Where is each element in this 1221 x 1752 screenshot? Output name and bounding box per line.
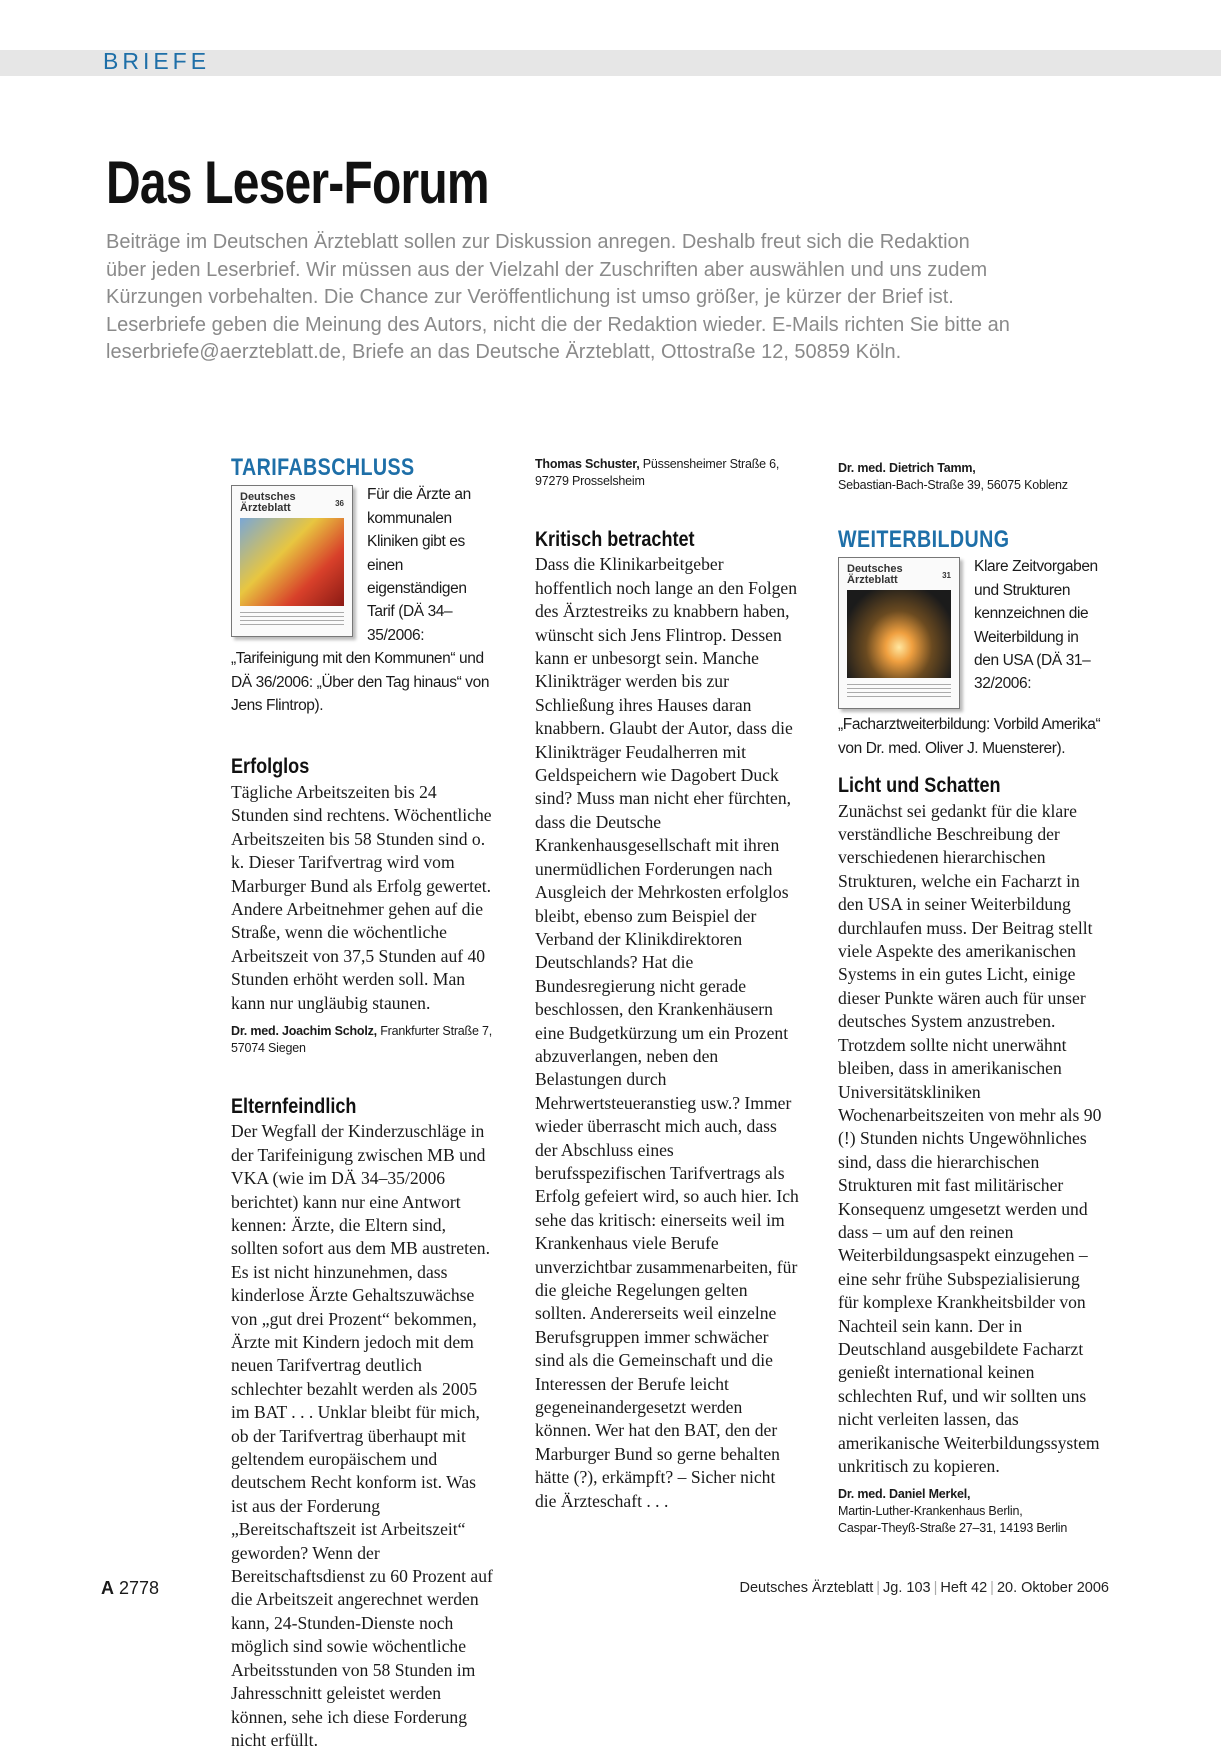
topic-kicker-weiterbildung: WEITERBILDUNG <box>838 526 1010 553</box>
cover-logo: Deutsches Ärzteblatt <box>240 491 296 515</box>
page-title: Das Leser-Forum <box>106 149 489 216</box>
column-1 <box>231 454 497 1750</box>
letter-title: Erfolglos <box>231 755 310 779</box>
magazine-cover-image <box>231 485 353 637</box>
footer-citation: Deutsches Ärzteblatt | Jg. 103 | Heft 42 | 20. Oktober 2006 <box>739 1580 1109 1596</box>
magazine-cover-image <box>838 557 960 709</box>
letter-title: Licht und Schatten <box>838 774 1001 798</box>
page-number: A 2778 <box>101 1578 160 1598</box>
letter-body: Der Wegfall der Kinderzuschläge in der Tarifeinigung zwischen MB und VKA (wie im DÄ 34–35/2006 berichtet) kann nur eine Antwort kennen: Ärzte, die Eltern sind, sollten sofort aus dem MB austreten. Es ist nicht hinzunehmen, dass kinderlose Ärzte Gehaltszuwächse von „gut drei Prozent“ bekommen, Ärzte mit Kindern jedoch mit dem neuen Tarifvertrag deutlich schlechter bezahlt werden als 2005 im BAT . . . Unklar bleibt für mich, ob der Tarifvertrag überhaupt mit geltendem europäischem und deutschem Recht konform ist. Was ist aus der Forderung „Bereitschaftszeit ist Arbeitszeit“ geworden? Wenn der Bereitschaftsdienst zu 60 Prozent auf die Arbeitszeit angerechnet werden kann, 24-Stunden-Dienste noch möglich sind sowie wöchentliche Arbeitsstunden von 58 Stunden im Jahresschnitt geleistet werden können, sehe ich diese Forderung nicht erfüllt. <box>231 1121 493 1750</box>
letter-signature: Dr. med. Dietrich Tamm, Sebastian-Bach-Straße 39, 56075 Koblenz <box>838 461 1068 492</box>
section-label: BRIEFE <box>103 48 211 74</box>
cover-map-graphic <box>240 518 344 606</box>
topic-lead-weiterbildung: Klare Zeitvorgaben und Strukturen kennzeichnen die Weiterbildung in den USA (DÄ 31–32/2006: „Facharztweiterbildung: Vorbild Amerika“ von Dr. med. Oliver J. Muensterer). <box>838 558 1101 757</box>
cover-text-lines <box>240 612 344 626</box>
intro-text: Beiträge im Deutschen Ärzteblatt sollen zur Diskussion anregen. Deshalb freut sich die Redaktion über jeden Leserbrief. Wir müssen aus der Vielzahl der Zuschriften aber auswählen und uns zudem Kürzungen vorbehalten. Die Chance zur Veröffentlichung ist umso größer, je kürzer der Brief ist. Leserbriefe geben die Meinung des Autors, nicht die der Redaktion wieder. E-Mails richten Sie bitte an leserbriefe@aerzteblatt.de, Briefe an das Deutsche Ärzteblatt, Ottostraße 12, 50859 Köln. <box>106 231 1010 363</box>
letter-signature: Dr. med. Joachim Scholz, Frankfurter Straße 7, 57074 Siegen <box>231 1023 493 1055</box>
topic-lead-tarif: Für die Ärzte an kommunalen Kliniken gibt es einen eigenständigen Tarif (DÄ 34–35/2006: „Tarifeinigung mit den Kommunen“ und DÄ 36/2006: „Über den Tag hinaus“ von Jens Flintrop). <box>231 486 490 715</box>
letter-body: Zunächst sei gedankt für die klare verständliche Beschreibung der verschiedenen hierarchischen Strukturen, welche ein Facharzt in den USA in seiner Weiterbildung durchlaufen muss. Der Beitrag stellt viele Aspekte des amerikanischen Systems in ein gutes Licht, einige dieser Punkte wären auch für unser deutsches System anzustreben. Trotzdem sollte nicht unerwähnt bleiben, dass in amerikanischen Universitätskliniken Wochenarbeitszeiten von mehr als 90 (!) Stunden nichts Ungewöhnliches sind, dass die hierarchischen Strukturen mit fast militärischer Konsequenz umgesetzt werden und dass – um auf den reinen Weiterbildungsaspekt einzugehen – eine sehr frühe Subspezialisierung für komplexe Krankheitsbilder von Nachteil sein kann. Der in Deutschland ausgebildete Facharzt genießt international keinen schlechten Ruf, und wir sollten uns nicht verleiten lassen, das amerikanische Weiterbildungssystem unkritisch zu kopieren. <box>838 800 1102 1476</box>
letter-title: Kritisch betrachtet <box>535 528 695 551</box>
column-3 <box>838 452 1104 1537</box>
topic-kicker-tarif: TARIFABSCHLUSS <box>231 454 415 481</box>
cover-issue-number: 36 <box>335 499 344 509</box>
column-2 <box>535 452 801 1513</box>
cover-issue-number: 31 <box>942 571 951 581</box>
letter-body: Tägliche Arbeitszeiten bis 24 Stunden sind rechtens. Wöchentliche Arbeitszeiten bis 58 Stunden sind o. k. Dieser Tarifvertrag wird vom Marburger Bund als Erfolg gewertet. Andere Arbeitnehmer gehen auf die Straße, wenn die wöchentliche Arbeitszeit von 37,5 Stunden auf 40 Stunden erhöht werden soll. Man kann nur ungläubig staunen. <box>231 781 492 1013</box>
letter-body: Dass die Klinikarbeitgeber hoffentlich noch lange an den Folgen des Ärztestreiks zu knabbern haben, wünscht sich Jens Flintrop. Dessen kann er unbesorgt sein. Manche Klinikträger werden bis zur Schließung ihres Hauses daran knabbern. Glaubt der Autor, dass die Klinikträger Feudalherren mit Geldspeichern wie Dagobert Duck sind? Muss man nicht eher fürchten, dass die Deutsche Krankenhausgesellschaft mit ihren unermüdlichen Forderungen nach Ausgleich der Mehrkosten erfolglos bleibt, ebenso zum Beispiel der Verband der Klinikdirektoren Deutschlands? Hat die Bundesregierung nicht gerade beschlossen, den Krankenhäusern eine Budgetkürzung um ein Prozent abzuverlangen, neben den Belastungen durch Mehrwertsteueranstieg usw.? Immer wieder überrascht mich auch, dass der Abschluss eines berufsspezifischen Tarifvertrags als Erfolg gefeiert wird, so auch hier. Ich sehe das kritisch: einerseits weil im Krankenhaus viele Berufe unverzichtbar zusammenarbeiten, für die gleiche Regelungen gelten sollten. Andererseits weil einzelne Berufsgruppen immer schwächer sind als die Gemeinschaft und die Interessen der Berufe leicht gegeneinandergesetzt werden können. Wer hat den BAT, den der Marburger Bund so gerne behalten hätte (?), erkämpft? – Sicher nicht die Ärzteschaft . . . <box>535 554 799 1511</box>
cover-tunnel-graphic <box>847 590 951 678</box>
cover-logo: Deutsches Ärzteblatt <box>847 563 903 587</box>
cover-text-lines <box>847 684 951 698</box>
letter-signature: Dr. med. Daniel Merkel, Martin-Luther-Krankenhaus Berlin, Caspar-Theyß-Straße 27–31, 14193 Berlin <box>838 1487 1068 1536</box>
letter-title: Elternfeindlich <box>231 1094 357 1118</box>
letter-signature: Thomas Schuster, Püssensheimer Straße 6, 97279 Prosselsheim <box>535 457 780 488</box>
